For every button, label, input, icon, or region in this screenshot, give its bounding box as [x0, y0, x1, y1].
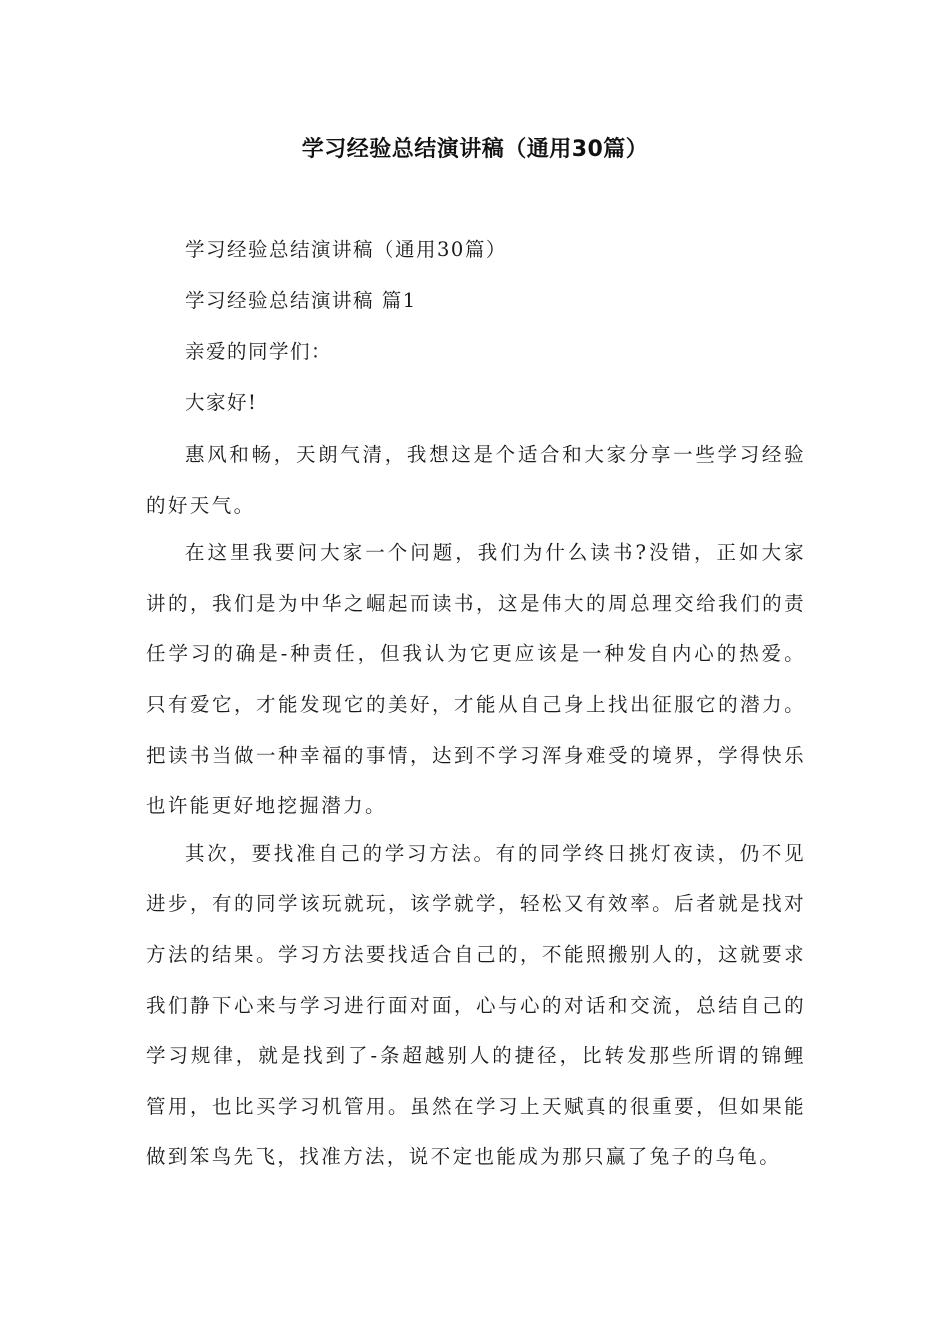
paragraph: 在这里我要问大家一个问题，我们为什么读书?没错，正如大家讲的，我们是为中华之崛起而读书，这是伟大的周总理交给我们的责任学习的确是-种责任，但我认为它更应该是一种发自内心的热爱。只有爱它，才能发现它的美好，才能从自己身上找出征服它的潜力。把读书当做一种幸福的事情，达到不学习浑身难受的境界，学得快乐也许能更好地挖掘潜力。	[146, 541, 806, 818]
greeting: 大家好!	[185, 391, 258, 414]
section-heading: 学习经验总结演讲稿 篇1	[185, 289, 417, 312]
salutation: 亲爱的同学们：	[185, 340, 333, 363]
document-body	[146, 233, 806, 1188]
subtitle-line: 学习经验总结演讲稿（通用30篇）	[185, 238, 507, 261]
paragraph: 其次，要找准自己的学习方法。有的同学终日挑灯夜读，仍不见进步，有的同学该玩就玩，该学就学，轻松又有效率。后者就是找对方法的结果。学习方法要找适合自己的，不能照搬别人的，这就要求我们静下心来与学习进行面对面，心与心的对话和交流，总结自己的学习规律，就是找到了-条超越别人的捷径，比转发那些所谓的锦鲤管用，也比买学习机管用。虽然在学习上天赋真的很重要，但如果能做到笨鸟先飞，找准方法，说不定也能成为那只赢了兔子的乌龟。	[146, 841, 806, 1169]
document-title: 学习经验总结演讲稿（通用30篇）	[301, 137, 649, 162]
paragraph: 惠风和畅，天朗气清，我想这是个适合和大家分享一些学习经验的好天气。	[146, 443, 806, 517]
